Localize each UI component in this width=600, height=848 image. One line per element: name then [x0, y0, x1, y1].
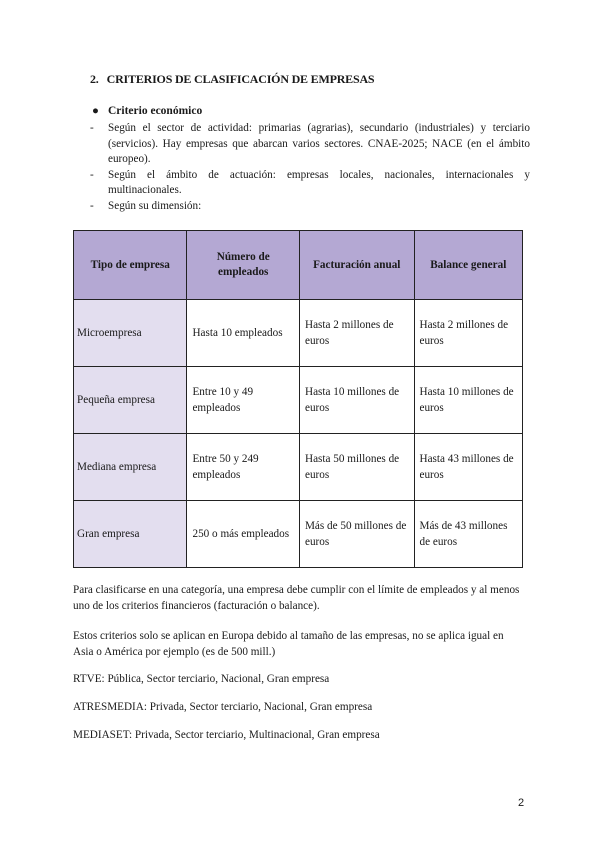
list-item: - Según el sector de actividad: primarias (agrarias), secundario (industriales) y terciario (servicios). Hay empresas que abarcan varios sectores. CNAE-2025; NACE (en el ámbito europeo).: [90, 122, 530, 165]
list-item: - Según su dimensión:: [90, 199, 202, 212]
row-label: Microempresa: [74, 300, 187, 367]
paragraph: ATRESMEDIA: Privada, Sector terciario, Nacional, Gran empresa: [73, 701, 373, 713]
table-cell: Entre 50 y 249 empleados: [187, 434, 300, 501]
table-row: [74, 501, 523, 568]
header-cell: Número de empleados: [187, 231, 300, 300]
paragraph: Estos criterios solo se aplican en Europa debido al tamaño de las empresas, no se aplica igual en Asia o América por ejemplo (es de 500 mill.): [73, 630, 504, 658]
section-number: 2.: [90, 72, 99, 86]
table-row: [74, 367, 523, 434]
table-cell: Hasta 10 millones de euros: [299, 367, 414, 434]
section-title: CRITERIOS DE CLASIFICACIÓN DE EMPRESAS: [106, 72, 375, 86]
bullet-title: Criterio económico: [108, 105, 203, 117]
bullet-symbol: ●: [92, 105, 99, 117]
table-cell: Más de 43 millones de euros: [414, 501, 523, 568]
table-header-row: [74, 231, 523, 300]
table-cell: Entre 10 y 49 empleados: [187, 367, 300, 434]
paragraph: RTVE: Pública, Sector terciario, Nacional, Gran empresa: [73, 673, 330, 685]
table-cell: Hasta 2 millones de euros: [414, 300, 523, 367]
row-label: Pequeña empresa: [74, 367, 187, 434]
section-heading: [90, 72, 374, 87]
table-cell: Hasta 43 millones de euros: [414, 434, 523, 501]
table-cell: Hasta 50 millones de euros: [299, 434, 414, 501]
table-cell: Hasta 2 millones de euros: [299, 300, 414, 367]
table-cell: 250 o más empleados: [187, 501, 300, 568]
criteria-list: [90, 121, 530, 214]
table-row: [74, 300, 523, 367]
header-cell: Balance general: [414, 231, 523, 300]
header-cell: Tipo de empresa: [74, 231, 187, 300]
page-number: 2: [518, 797, 525, 809]
table-cell: Hasta 10 empleados: [187, 300, 300, 367]
table-cell: Más de 50 millones de euros: [299, 501, 414, 568]
paragraph: MEDIASET: Privada, Sector terciario, Multinacional, Gran empresa: [73, 729, 380, 741]
header-cell: Facturación anual: [299, 231, 414, 300]
row-label: Gran empresa: [74, 501, 187, 568]
row-label: Mediana empresa: [74, 434, 187, 501]
table-row: [74, 434, 523, 501]
company-size-table: [73, 230, 523, 568]
list-item: - Según el ámbito de actuación: empresas locales, nacionales, internacionales y multinacionales.: [90, 168, 530, 196]
table-cell: Hasta 10 millones de euros: [414, 367, 523, 434]
bullet-heading: [92, 105, 202, 117]
paragraph: Para clasificarse en una categoría, una empresa debe cumplir con el límite de empleados y al menos uno de los criterios financieros (facturación o balance).: [73, 584, 520, 612]
